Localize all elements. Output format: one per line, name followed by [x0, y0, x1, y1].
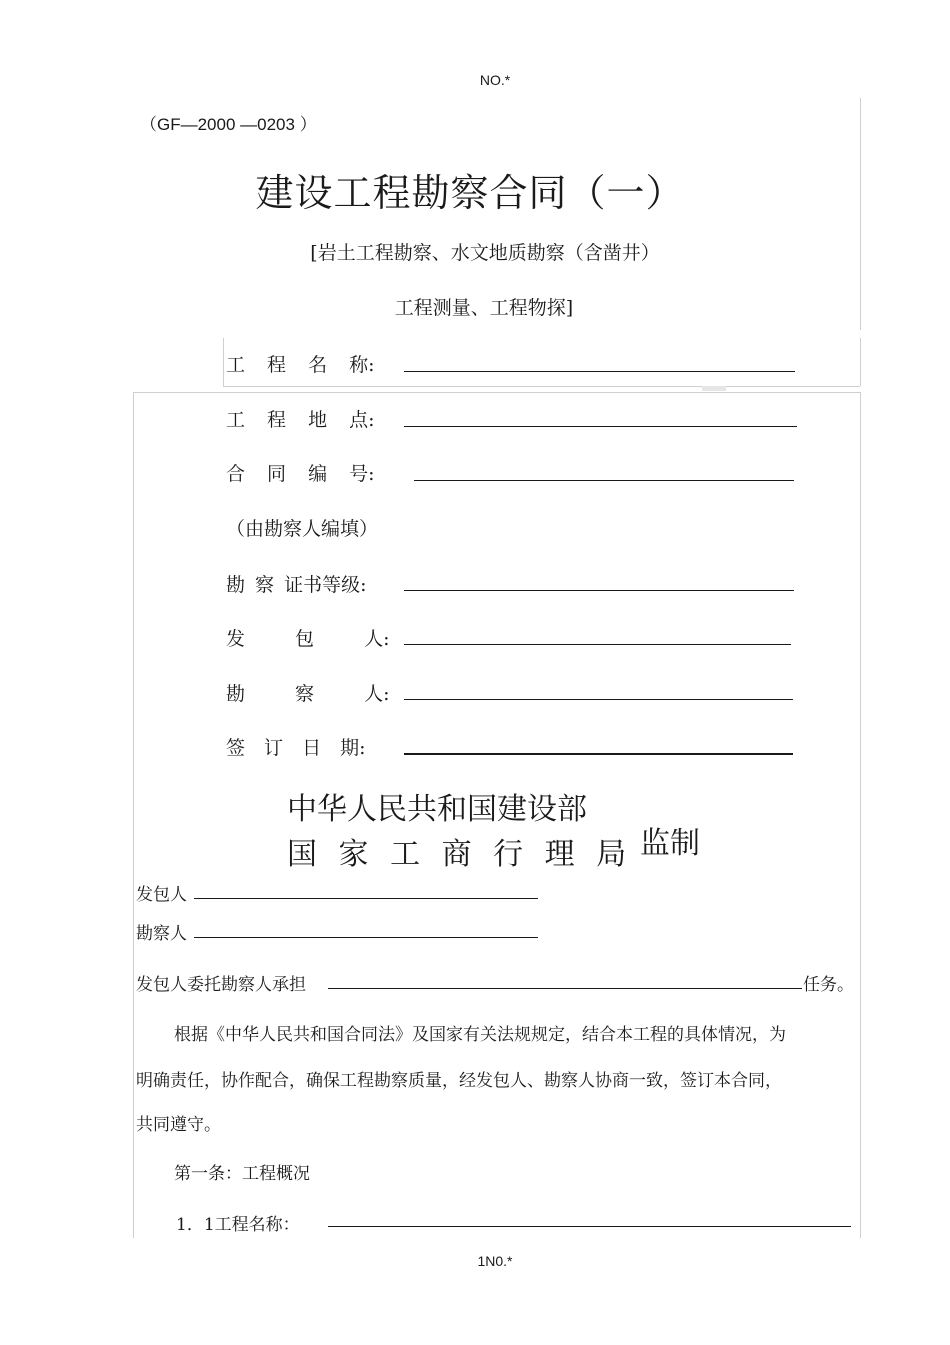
- frame-mark: [702, 386, 726, 391]
- employer-line[interactable]: [194, 898, 538, 899]
- entrust-label: 发包人委托勘察人承担: [136, 975, 306, 995]
- surveyor-label: 勘察人: [136, 924, 187, 944]
- field-cert-grade-line[interactable]: [404, 590, 794, 591]
- surveyor-line[interactable]: [194, 937, 538, 938]
- item-1-1-label: 1．1工程名称：: [176, 1215, 300, 1235]
- field-sign-date-label: 签 订 日 期:: [226, 737, 366, 759]
- frame-line: [133, 392, 860, 393]
- field-employer-label: 发 包 人:: [226, 628, 390, 650]
- page-number-top: NO.*: [479, 72, 511, 88]
- paragraph-line-1: 根据《中华人民共和国合同法》及国家有关法规规定，结合本工程的具体情况，为: [174, 1025, 786, 1045]
- doc-code: （GF—2000 —0203 ）: [140, 115, 317, 134]
- employer-label: 发包人: [136, 885, 187, 905]
- frame-line: [860, 338, 861, 386]
- paragraph-line-3: 共同遵守。: [136, 1115, 221, 1135]
- frame-line: [860, 392, 861, 1238]
- entrust-suffix: 任务。: [803, 975, 854, 995]
- field-surveyor-label: 勘 察 人:: [226, 683, 390, 705]
- field-project-location-label: 工 程 地 点:: [226, 409, 375, 431]
- field-contract-no-line[interactable]: [414, 480, 794, 481]
- frame-line: [133, 392, 134, 1238]
- field-surveyor-line[interactable]: [404, 699, 793, 700]
- article-1-heading: 第一条：工程概况: [174, 1164, 310, 1184]
- paragraph-line-2: 明确责任，协作配合，确保工程勘察质量，经发包人、勘察人协商一致，签订本合同，: [136, 1071, 782, 1091]
- entrust-line[interactable]: [328, 988, 802, 989]
- field-contract-note: （由勘察人编填）: [226, 518, 379, 540]
- doc-title: 建设工程勘察合同（一）: [255, 171, 685, 215]
- field-cert-grade-label: 勘 察 证书等级:: [226, 574, 367, 596]
- field-contract-no-label: 合 同 编 号:: [226, 463, 375, 485]
- field-project-name-line[interactable]: [404, 371, 795, 372]
- doc-subtitle-2: 工程测量、工程物探]: [394, 297, 574, 319]
- issuer-supervise: 监制: [640, 826, 700, 861]
- field-project-name-label: 工 程 名 称:: [226, 354, 375, 376]
- doc-subtitle-1: [岩土工程勘察、水文地质勘察（含凿井）: [310, 242, 660, 264]
- frame-line: [223, 386, 860, 387]
- frame-line: [223, 338, 224, 386]
- field-employer-line[interactable]: [404, 644, 791, 645]
- page-number-bottom: 1N0.*: [477, 1253, 513, 1269]
- issuer-line-1: 中华人民共和国建设部: [287, 792, 587, 827]
- field-sign-date-line[interactable]: [404, 753, 793, 755]
- item-1-1-line[interactable]: [328, 1226, 851, 1227]
- issuer-line-2: 国 家 工 商 行 理 局: [287, 837, 627, 872]
- field-project-location-line[interactable]: [404, 426, 797, 427]
